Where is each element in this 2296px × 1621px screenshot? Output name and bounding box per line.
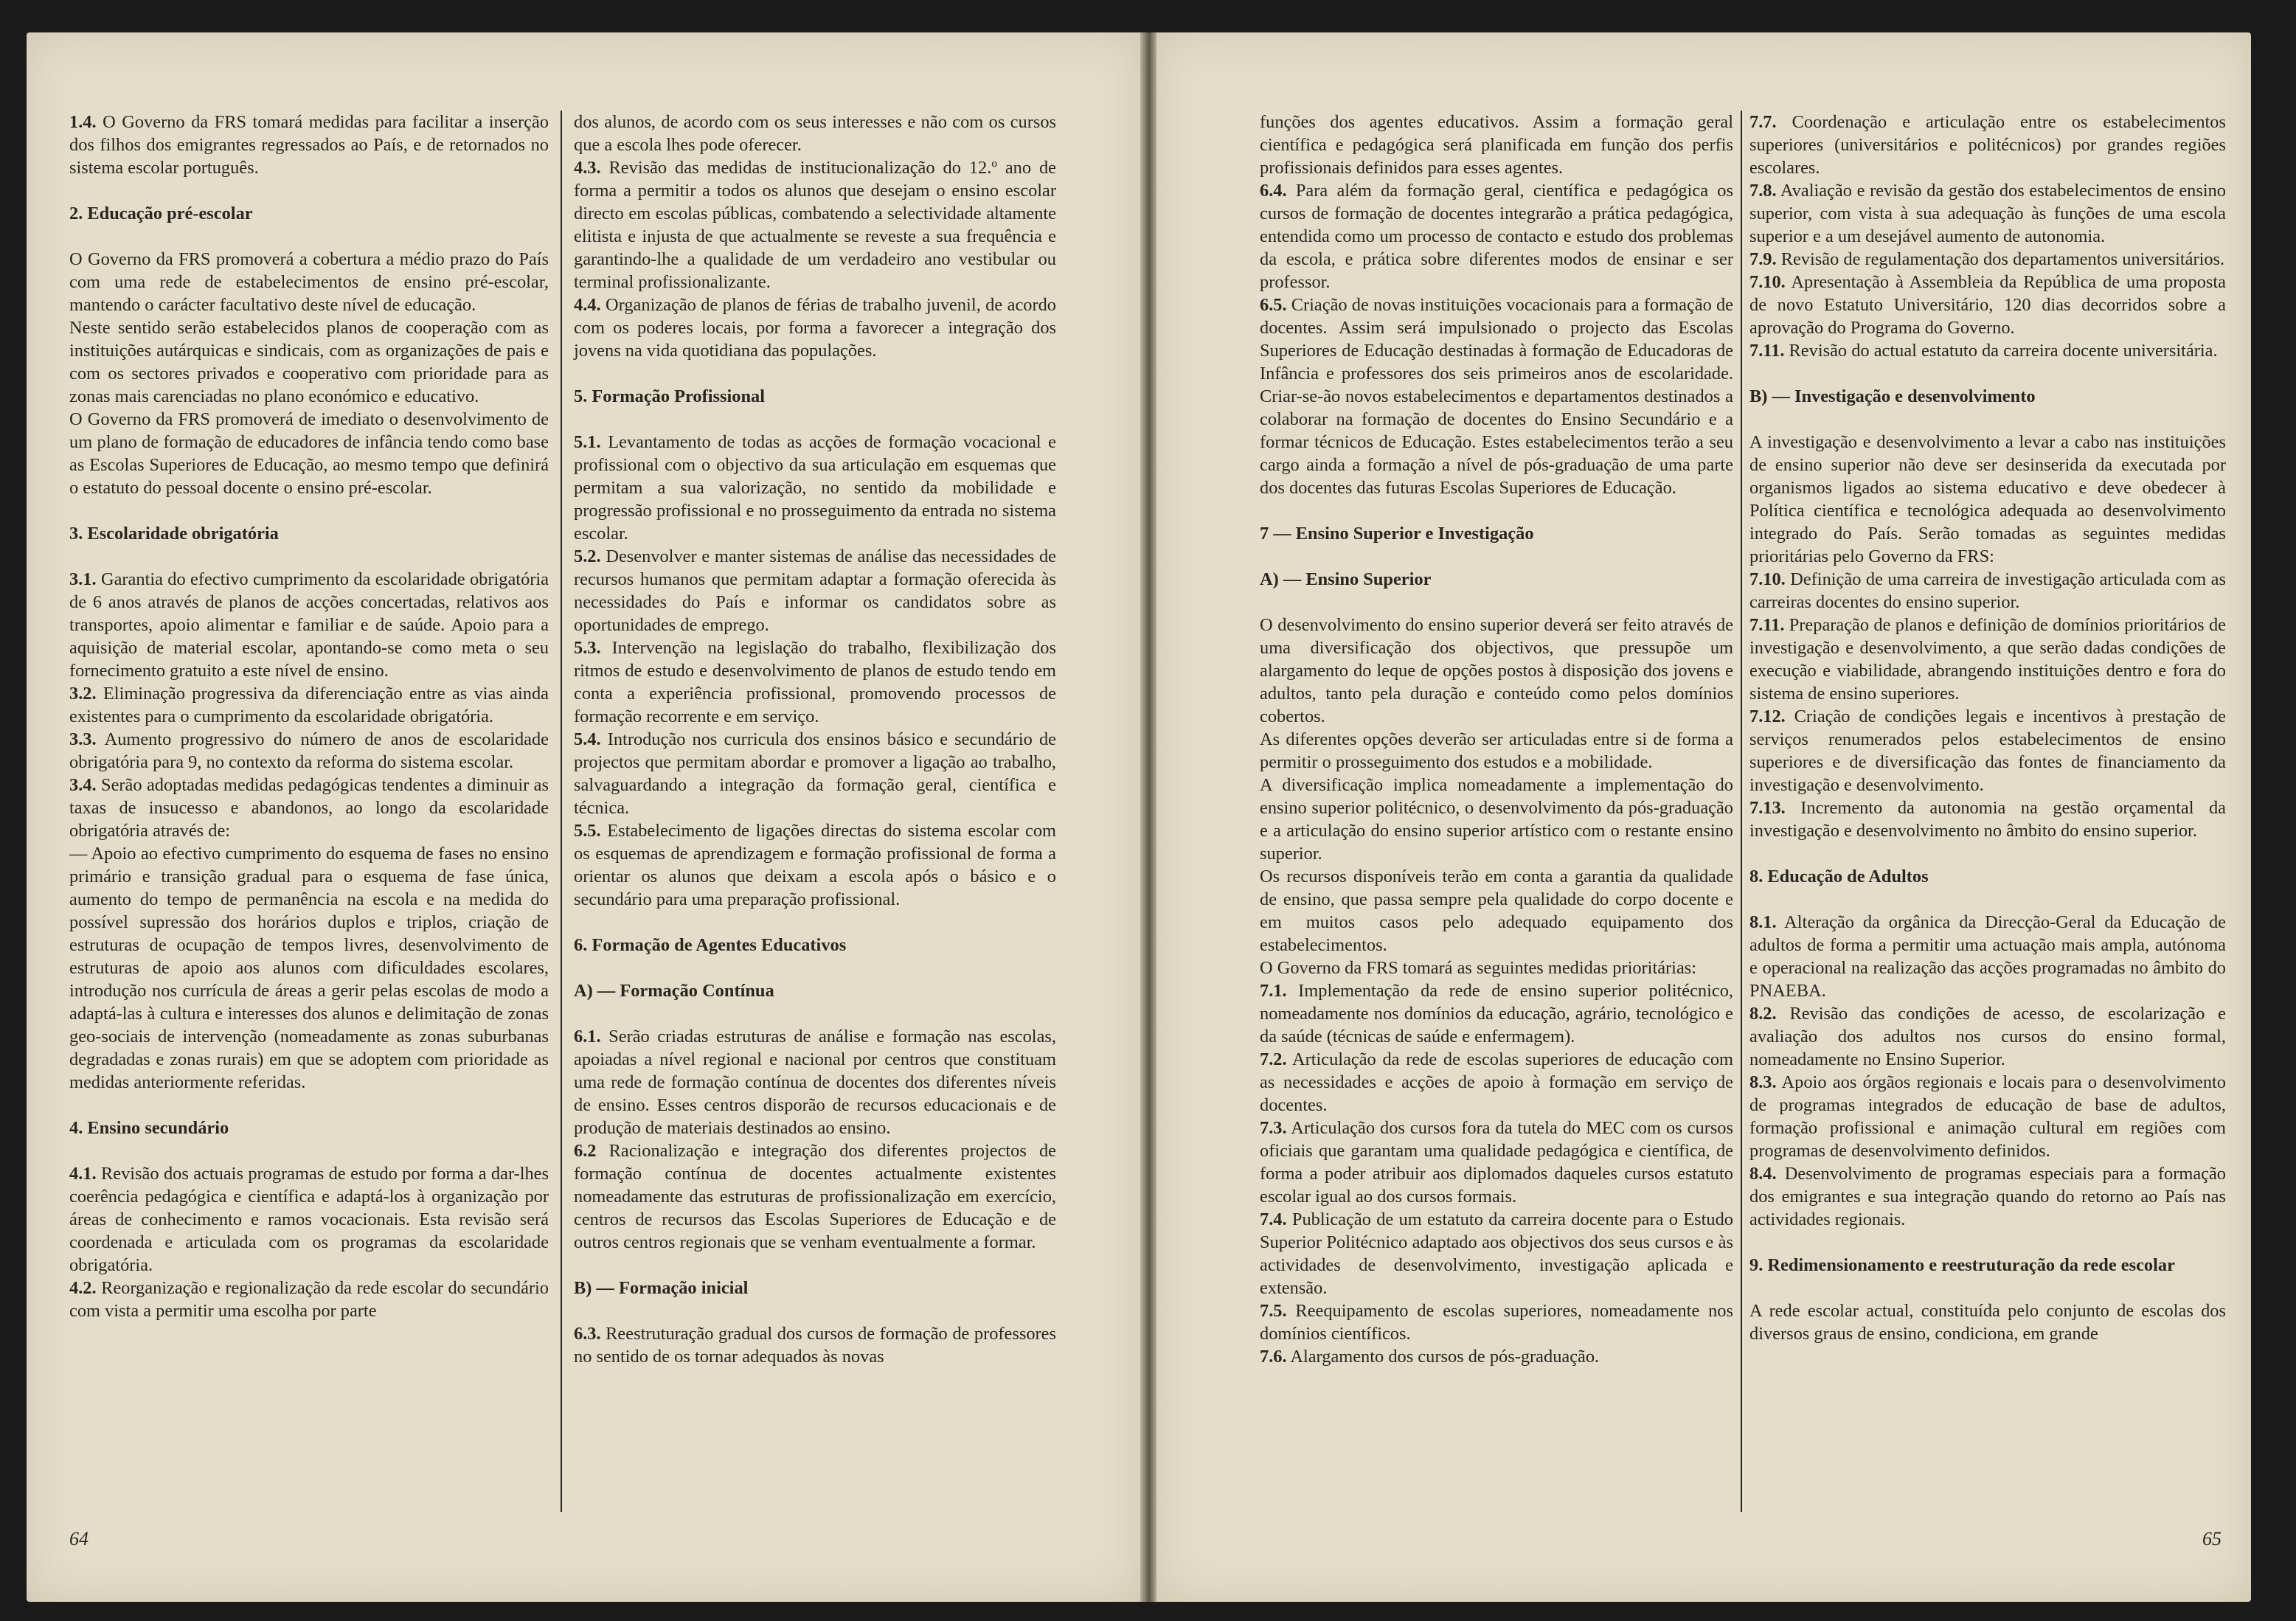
page-number-right: 65 (2202, 1528, 2222, 1549)
paragraph-text: Apresentação à Assembleia da República de uma proposta de novo Estatuto Universitário, 120 dias decorridos sobre a aprovação do Programa do Governo. (1749, 272, 2226, 338)
paragraph-number: 3.4. (69, 775, 97, 795)
paragraph-text: Desenvolvimento de programas especiais para a formação dos emigrantes e sua integração quando do retorno ao País nas actividades regionais. (1749, 1164, 2226, 1229)
numbered-paragraph (574, 156, 1056, 294)
numbered-paragraph (574, 294, 1056, 362)
paragraph-text: Criação de novas instituições vocacionais para a formação de docentes. Assim será impulsionado o projecto das Escolas Superiores de Educação destinadas à formação de Educadoras de Infância e professores dos seis primeiros anos de escolaridade. Criar-se-ão novos estabelecimentos e departamentos destinados a colaborar na formação de docentes do Ensino Secundário e a formar técnicos de Educação. Estes estabelecimentos terão a seu cargo ainda a formação a nível de pós-graduação de uma parte dos docentes das futuras Escolas Superiores de Educação. (1260, 295, 1733, 498)
paragraph-number: 5.4. (574, 729, 601, 749)
paragraph-text: Revisão das medidas de institucionalização do 12.º ano de forma a permitir a todos os alunos que desejam o ensino escolar directo em escolas públicas, combatendo a selectividade altamente elitista e injusta de que actualmente se reveste a sua frequência e garantindo-lhe a qualidade de um verdadeiro ano vestibular ou terminal profissionalizante. (574, 158, 1056, 292)
paragraph-text: Revisão das condições de acesso, de escolarização e avaliação dos adultos nos cursos do ensino formal, nomeadamente no Ensino Superior. (1749, 1004, 2226, 1069)
section-heading: A) — Ensino Superior (1260, 569, 1432, 589)
paragraph-number: 7.6. (1260, 1347, 1287, 1367)
section-heading: 9. Redimensionamento e reestruturação da rede escolar (1749, 1255, 2175, 1275)
paragraph-text: Criação de condições legais e incentivos à prestação de serviços renumerados pelos estabelecimentos de ensino superiores e de diversificação das fontes de financiamento da investigação e desenvolvimento. (1749, 707, 2226, 795)
paragraph (574, 111, 1056, 156)
paragraph-text: Alargamento dos cursos de pós-graduação. (1286, 1347, 1600, 1367)
paragraph-number: 6.1. (574, 1027, 601, 1046)
paragraph-spacer (1749, 1231, 2226, 1254)
paragraph (1260, 614, 1733, 728)
numbered-paragraph (1260, 1345, 1733, 1368)
numbered-paragraph (574, 545, 1056, 636)
paragraph-spacer (69, 1139, 549, 1162)
section-heading: 6. Formação de Agentes Educativos (574, 935, 847, 955)
numbered-paragraph (1260, 294, 1733, 499)
numbered-paragraph (1749, 568, 2226, 614)
section-heading: B) — Investigação e desenvolvimento (1749, 386, 2036, 406)
paragraph-text: Implementação da rede de ensino superior politécnico, nomeadamente nos domínios da educação, agrário, tecnológico e da saúde (técnicas de saúde e enfermagem). (1260, 981, 1733, 1046)
paragraph-text: Articulação da rede de escolas superiores de educação com as necessidades e acções de apoio à formação em serviço de docentes. (1260, 1049, 1733, 1115)
paragraph-text: Garantia do efectivo cumprimento da escolaridade obrigatória de 6 anos através de planos de acções concertadas, relativos aos transportes, apoio alimentar e familiar e de saúde. Apoio para a aquisição de material escolar, apontando-se como meta o seu fornecimento gratuito a este nível de ensino. (69, 569, 549, 681)
paragraph-number: 7.3. (1260, 1118, 1287, 1138)
paragraph (69, 316, 549, 408)
section-heading: 8. Educação de Adultos (1749, 867, 1929, 886)
paragraph-number: 5.2. (574, 546, 601, 566)
paragraph-text: Revisão de regulamentação dos departamentos universitários. (1776, 249, 2225, 269)
numbered-paragraph (1749, 271, 2226, 339)
paragraph-number: 4.1. (69, 1164, 97, 1184)
paragraph-spacer (69, 499, 549, 522)
paragraph (69, 248, 549, 316)
paragraph-text: Incremento da autonomia na gestão orçamental da investigação e desenvolvimento no âmbito do ensino superior. (1749, 798, 2226, 841)
right-page-column-1 (1260, 111, 1733, 1368)
numbered-paragraph (1749, 705, 2226, 796)
paragraph-number: 5.1. (574, 432, 601, 452)
paragraph-spacer (574, 1002, 1056, 1025)
paragraph-number: 7.12. (1749, 707, 1786, 726)
paragraph-number: 7.9. (1749, 249, 1777, 269)
paragraph (1260, 957, 1733, 979)
paragraph-spacer (69, 225, 549, 248)
paragraph-spacer (69, 545, 549, 568)
numbered-paragraph (1749, 1162, 2226, 1231)
paragraph-text: Alteração da orgânica da Direcção-Geral da Educação de adultos de forma a permitir uma actuação mais ampla, autónoma e operacional na realização das acções programadas no âmbito do PNAEBA. (1749, 912, 2226, 1001)
paragraph-text: dos alunos, de acordo com os seus interesses e não com os cursos que a escola lhes pode oferecer. (574, 112, 1056, 155)
numbered-paragraph (1260, 979, 1733, 1048)
paragraph-text: Organização de planos de férias de trabalho juvenil, de acordo com os poderes locais, por forma a favorecer a integração dos jovens na vida quotidiana das populações. (574, 295, 1056, 361)
paragraph-text: Definição de uma carreira de investigação articulada com as carreiras docentes do ensino superior. (1749, 569, 2226, 612)
paragraph-number: 3.3. (69, 729, 97, 749)
numbered-paragraph (1260, 1117, 1733, 1208)
numbered-paragraph (1260, 1208, 1733, 1299)
paragraph (1260, 774, 1733, 865)
paragraph (69, 408, 549, 499)
paragraph-number: 7.13. (1749, 798, 1786, 818)
paragraph-text: — Apoio ao efectivo cumprimento do esquema de fases no ensino primário e transição gradual para o esquema de fase única, aumento do tempo de permanência na escola e na medida do possível supressão dos horários duplos e triplos, criação de estruturas de ocupação de tempos livres, desenvolvimento de estruturas de apoio aos alunos com dificuldades escolares, introdução nos currícula de áreas a gerir pelas escolas de modo a adaptá-las à cultura e interesses dos alunos e delimitação de zonas geo-sociais de intervenção (nomeadamente as zonas suburbanas degradadas e zonas rurais) em que se adoptem com prioridade as medidas anteriormente referidas. (69, 844, 549, 1092)
paragraph-spacer (574, 362, 1056, 385)
paragraph-text: Reestruturação gradual dos cursos de formação de professores no sentido de os tornar adequados às novas (574, 1324, 1056, 1367)
paragraph-spacer (574, 408, 1056, 431)
numbered-paragraph (574, 1025, 1056, 1139)
paragraph-number: 7.4. (1260, 1209, 1287, 1229)
section-heading: 2. Educação pré-escolar (69, 204, 253, 223)
paragraph-spacer (574, 911, 1056, 934)
paragraph-spacer (69, 1094, 549, 1117)
paragraph-text: Estabelecimento de ligações directas do sistema escolar com os esquemas de aprendizagem e formação profissional de forma a orientar os alunos que deixam a escola após o básico e o secundário para uma preparação profissional. (574, 821, 1056, 909)
paragraph (1749, 431, 2226, 568)
paragraph-text: Aumento progressivo do número de anos de escolaridade obrigatória para 9, no contexto da reforma do sistema escolar. (69, 729, 549, 772)
section-heading: 7 — Ensino Superior e Investigação (1260, 524, 1534, 544)
numbered-paragraph (1260, 179, 1733, 294)
paragraph-number: 3.2. (69, 684, 97, 704)
paragraph-text: Intervenção na legislação do trabalho, flexibilização dos ritmos de estudo e desenvolvimento de planos de estudo tendo em conta a experiência profissional, promovendo processos de formação recorrente e em serviço. (574, 638, 1056, 726)
paragraph-text: Coordenação e articulação entre os estabelecimentos superiores (universitários e politécnicos) por grandes regiões escolares. (1749, 112, 2226, 178)
left-page-column-1 (69, 111, 549, 1322)
paragraph-spacer (574, 1299, 1056, 1322)
numbered-paragraph (69, 682, 549, 728)
paragraph-number: 6.5. (1260, 295, 1287, 315)
paragraph (69, 842, 549, 1094)
paragraph-number: 7.7. (1749, 112, 1777, 132)
paragraph-number: 1.4. (69, 112, 97, 132)
section-heading: 3. Escolaridade obrigatória (69, 524, 279, 544)
numbered-paragraph (1749, 911, 2226, 1002)
paragraph-text: Apoio aos órgãos regionais e locais para o desenvolvimento de programas integrados de educação de base de adultos, formação profissional e animação cultural em regiões com programas de desenvolvimento definidos. (1749, 1072, 2226, 1161)
paragraph-number: 8.1. (1749, 912, 1777, 932)
paragraph-text: Desenvolver e manter sistemas de análise das necessidades de recursos humanos que permitam adaptar a formação oferecida às necessidades do País e informar os candidatos sobre as oportunidades de emprego. (574, 546, 1056, 635)
paragraph-spacer (1749, 408, 2226, 431)
numbered-paragraph (69, 568, 549, 682)
paragraph-number: 6.4. (1260, 181, 1287, 201)
section-heading: B) — Formação inicial (574, 1278, 749, 1298)
paragraph-text: Reorganização e regionalização da rede escolar do secundário com vista a permitir uma escolha por parte (69, 1278, 549, 1321)
numbered-paragraph (1260, 1048, 1733, 1117)
numbered-paragraph (574, 431, 1056, 545)
paragraph-number: 4.3. (574, 158, 601, 178)
numbered-paragraph (1749, 1071, 2226, 1162)
paragraph-text: Para além da formação geral, científica e pedagógica os cursos de formação de docentes integrarão a prática pedagógica, entendida como um processo de contacto e estudo dos problemas da escola, e prática sobre diferentes modos de ensinar e ser professor. (1260, 181, 1733, 292)
numbered-paragraph (69, 1162, 549, 1277)
paragraph-text: Preparação de planos e definição de domínios prioritários de investigação e desenvolvimento, a que serão dadas condições de execução e viabilidade, abrangendo instituições dentro e fora do sistema de ensino superiores. (1749, 615, 2226, 704)
column-divider (561, 111, 562, 1512)
paragraph-text: Os recursos disponíveis terão em conta a garantia da qualidade de ensino, que passa sempre pela qualidade do corpo docente e em muitos casos pelo adequado equipamento dos estabelecimentos. (1260, 867, 1733, 955)
page-number-left: 64 (69, 1528, 89, 1549)
paragraph-text: funções dos agentes educativos. Assim a formação geral científica e pedagógica será planificada em função dos perfis profissionais definidos para esses agentes. (1260, 112, 1733, 178)
numbered-paragraph (574, 1139, 1056, 1254)
paragraph-spacer (1260, 545, 1733, 568)
numbered-paragraph (1260, 1299, 1733, 1345)
paragraph-text: Introdução nos curricula dos ensinos básico e secundário de projectos que permitam abordar e promover a ligação ao trabalho, salvaguardando a integração da formação geral, científica e técnica. (574, 729, 1056, 818)
numbered-paragraph (1749, 1002, 2226, 1071)
paragraph-number: 7.11. (1749, 615, 1785, 635)
numbered-paragraph (574, 728, 1056, 819)
paragraph-text: O Governo da FRS promoverá a cobertura a médio prazo do País com uma rede de estabelecimentos de ensino pré-escolar, mantendo o carácter facultativo deste nível de educação. (69, 249, 549, 315)
paragraph-spacer (1260, 499, 1733, 522)
paragraph-text: Articulação dos cursos fora da tutela do MEC com os cursos oficiais que garantam uma qualidade pedagógica e científica, de forma a poder atribuir aos diplomados daqueles cursos estatuto escolar igual ao dos cursos formais. (1260, 1118, 1733, 1207)
paragraph (1749, 1299, 2226, 1345)
paragraph-text: O Governo da FRS tomará as seguintes medidas prioritárias: (1260, 958, 1697, 978)
paragraph-text: Neste sentido serão estabelecidos planos de cooperação com as instituições autárquicas e sindicais, com as organizações de pais e com os sectores privados e cooperativo com prioridade para as zonas mais carenciadas no plano económico e educativo. (69, 318, 549, 406)
paragraph-text: O Governo da FRS tomará medidas para facilitar a inserção dos filhos dos emigrantes regressados ao País, e de retornados no sistema escolar português. (69, 112, 549, 178)
paragraph-text: Eliminação progressiva da diferenciação entre as vias ainda existentes para o cumprimento da escolaridade obrigatória. (69, 684, 549, 726)
paragraph (1260, 111, 1733, 179)
paragraph-spacer (1749, 362, 2226, 385)
paragraph-number: 4.2. (69, 1278, 97, 1298)
paragraph-text: A investigação e desenvolvimento a levar a cabo nas instituições de ensino superior não deve ser desinserida da executada por organismos ligados ao sistema educativo e deve obedecer à Política científica e tecnológica adequada ao desenvolvimento integrado do País. Serão tomadas as seguintes medidas prioritárias pelo Governo da FRS: (1749, 432, 2226, 566)
numbered-paragraph (69, 1277, 549, 1322)
paragraph-spacer (1749, 842, 2226, 865)
paragraph-text: As diferentes opções deverão ser articuladas entre si de forma a permitir o prosseguimento dos estudos e a mobilidade. (1260, 729, 1733, 772)
paragraph-number: 7.8. (1749, 181, 1777, 201)
column-divider (1741, 111, 1742, 1512)
numbered-paragraph (1749, 179, 2226, 248)
paragraph-number: 6.3. (574, 1324, 601, 1344)
paragraph-number: 4.4. (574, 295, 601, 315)
paragraph-text: Serão adoptadas medidas pedagógicas tendentes a diminuir as taxas de insucesso e abandonos, ao longo da escolaridade obrigatória através de: (69, 775, 549, 841)
paragraph-number: 5.5. (574, 821, 601, 841)
numbered-paragraph (574, 819, 1056, 911)
paragraph-spacer (69, 179, 549, 202)
numbered-paragraph (574, 636, 1056, 728)
paragraph-number: 7.10. (1749, 272, 1786, 292)
paragraph-number: 7.11. (1749, 341, 1785, 361)
section-heading: A) — Formação Contínua (574, 981, 774, 1001)
book-spine (1140, 32, 1156, 1602)
left-page-column-2 (574, 111, 1056, 1368)
paragraph-text: Racionalização e integração dos diferentes projectos de formação contínua de docentes actualmente existentes nomeadamente das estruturas de profissionalização em exercício, centros de recursos das Escolas Superiores de Educação e de outros centros regionais que se venham eventualmente a formar. (574, 1141, 1056, 1252)
paragraph-text: Levantamento de todas as acções de formação vocacional e profissional com o objectivo da sua articulação em esquemas que permitam a sua valorização, no sentido da mobilidade e progressão profissional e no prosseguimento da entrada no sistema escolar. (574, 432, 1056, 544)
right-page-column-2 (1749, 111, 2226, 1345)
paragraph-number: 7.5. (1260, 1301, 1287, 1321)
paragraph-number: 8.2. (1749, 1004, 1777, 1024)
paragraph-number: 3.1. (69, 569, 97, 589)
paragraph-spacer (1749, 1277, 2226, 1299)
paragraph-text: O desenvolvimento do ensino superior deverá ser feito através de uma diversificação dos objectivos, que pressupõe um alargamento do leque de opções postos à disposição dos jovens e adultos, tanto pela duração e conteúdo como pelos domínios cobertos. (1260, 615, 1733, 726)
numbered-paragraph (69, 728, 549, 774)
paragraph-number: 6.2 (574, 1141, 597, 1161)
paragraph (1260, 865, 1733, 957)
paragraph-text: A rede escolar actual, constituída pelo conjunto de escolas dos diversos graus de ensino, condiciona, em grande (1749, 1301, 2226, 1344)
paragraph-number: 7.10. (1749, 569, 1786, 589)
paragraph-number: 7.2. (1260, 1049, 1287, 1069)
paragraph-number: 7.1. (1260, 981, 1287, 1001)
section-heading: 4. Ensino secundário (69, 1118, 229, 1138)
paragraph-number: 8.3. (1749, 1072, 1777, 1092)
paragraph-text: O Governo da FRS promoverá de imediato o desenvolvimento de um plano de formação de educadores de infância tendo como base as Escolas Superiores de Educação, ao mesmo tempo que definirá o estatuto do pessoal docente o ensino pré-escolar. (69, 409, 549, 498)
paragraph-text: Reequipamento de escolas superiores, nomeadamente nos domínios científicos. (1260, 1301, 1733, 1344)
numbered-paragraph (69, 774, 549, 842)
paragraph-text: Publicação de um estatuto da carreira docente para o Estudo Superior Politécnico adaptado aos objectivos dos seus cursos e às actividades de desenvolvimento, investigação aplicada e extensão. (1260, 1209, 1733, 1298)
numbered-paragraph (574, 1322, 1056, 1368)
paragraph-text: Avaliação e revisão da gestão dos estabelecimentos de ensino superior, com vista à sua adequação às funções de uma escola superior e a um desejável aumento de autonomia. (1749, 181, 2226, 246)
numbered-paragraph (1749, 111, 2226, 179)
paragraph-text: Revisão do actual estatuto da carreira docente universitária. (1784, 341, 2218, 361)
numbered-paragraph (1749, 614, 2226, 705)
paragraph-number: 8.4. (1749, 1164, 1777, 1184)
paragraph-text: A diversificação implica nomeadamente a implementação do ensino superior politécnico, o desenvolvimento da pós-graduação e a articulação do ensino superior artístico com o restante ensino superior. (1260, 775, 1733, 864)
numbered-paragraph (1749, 339, 2226, 362)
numbered-paragraph (1749, 248, 2226, 271)
section-heading: 5. Formação Profissional (574, 386, 766, 406)
paragraph-spacer (574, 1254, 1056, 1277)
paragraph-spacer (574, 957, 1056, 979)
paragraph-text: Revisão dos actuais programas de estudo por forma a dar-lhes coerência pedagógica e científica e adaptá-los à organização por áreas de conhecimento e ramos vocacionais. Esta revisão será coordenada e articulada com os programas da escolaridade obrigatória. (69, 1164, 549, 1275)
paragraph-spacer (1260, 591, 1733, 614)
paragraph-spacer (1749, 888, 2226, 911)
paragraph-text: Serão criadas estruturas de análise e formação nas escolas, apoiadas a nível regional e nacional por centros que constituam uma rede de formação contínua de docentes dos diferentes níveis de ensino. Esses centros disporão de recursos educacionais e de produção de materiais destinados ao ensino. (574, 1027, 1056, 1138)
paragraph (1260, 728, 1733, 774)
numbered-paragraph (1749, 796, 2226, 842)
numbered-paragraph (69, 111, 549, 179)
paragraph-number: 5.3. (574, 638, 601, 658)
